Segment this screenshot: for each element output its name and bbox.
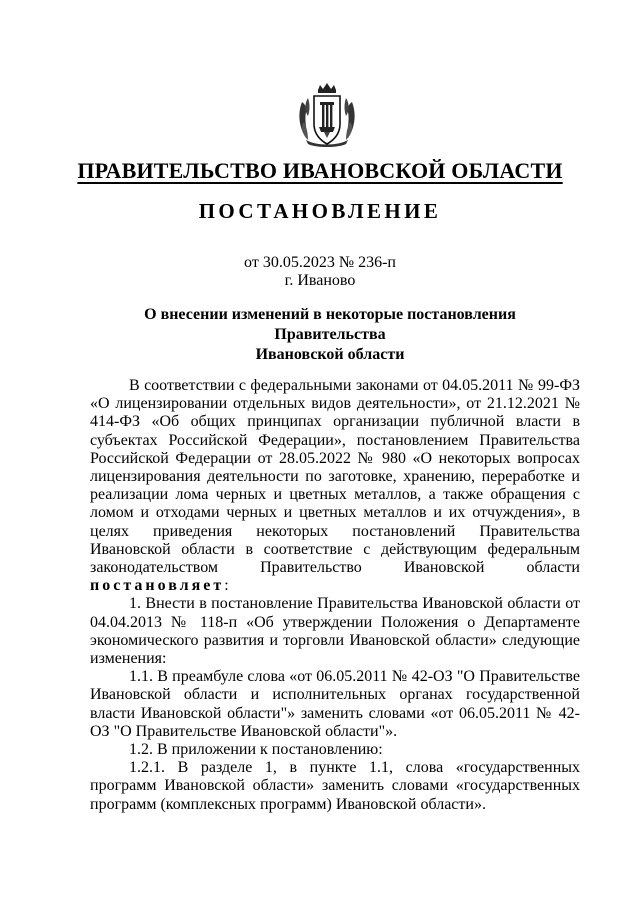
paragraph-item-1-2-1: 1.2.1. В разделе 1, в пункте 1.1, слова «государственных программ Ивановской области» заменить словами «государственных программ (комплексных программ) Ивановской области».	[90, 759, 580, 813]
coat-of-arms-emblem	[296, 82, 358, 148]
government-title: ПРАВИТЕЛЬСТВО ИВАНОВСКОЙ ОБЛАСТИ	[77, 158, 563, 183]
paragraph-preamble	[90, 377, 580, 595]
city-line: г. Иваново	[284, 272, 356, 289]
subject-line-2: Ивановской области	[255, 346, 405, 363]
date-and-number: от 30.05.2023 № 236-п	[244, 254, 396, 271]
paragraph-item-1-1: 1.1. В преамбуле слова «от 06.05.2011 № 42-ОЗ "О Правительстве Ивановской области и исполнительных органах государственной власти Ивановской области"» заменить словами «от 06.05.2011 № 42-ОЗ "О Правительстве Ивановской области"».	[90, 668, 580, 740]
resolution-verb: постановляет	[90, 577, 225, 595]
preamble-colon: :	[224, 577, 229, 595]
paragraph-item-1: 1. Внести в постановление Правительства Ивановской области от 04.04.2013 № 118-п «Об утверждении Положения о Департаменте экономического развития и торговли Ивановской области» следующие изменения:	[90, 595, 580, 668]
subject-line-1: О внесении изменений в некоторые постановления Правительства	[144, 306, 516, 343]
preamble-text: В соответствии с федеральными законами от 04.05.2011 № 99-ФЗ «О лицензировании отдельных видов деятельности», от 21.12.2021 № 414-ФЗ «Об общих принципах организации публичной власти в субъектах Российской Федерации», постановлением Правительства Российской Федерации от 28.05.2022 № 980 «О некоторых вопросах лицензирования деятельности по заготовке, хранению, переработке и реализации лома черных и цветных металлов, а также обращения с ломом и отходами черных и цветных металлов и их отчуждения», в целях приведения некоторых постановлений Правительства Ивановской области в соответствие с действующим федеральным законодательством Правительство Ивановской области	[90, 377, 580, 577]
document-body	[90, 377, 580, 814]
document-type-heading: ПОСТАНОВЛЕНИЕ	[198, 199, 442, 223]
document-subject	[90, 305, 570, 365]
paragraph-item-1-2: 1.2. В приложении к постановлению:	[129, 741, 383, 759]
